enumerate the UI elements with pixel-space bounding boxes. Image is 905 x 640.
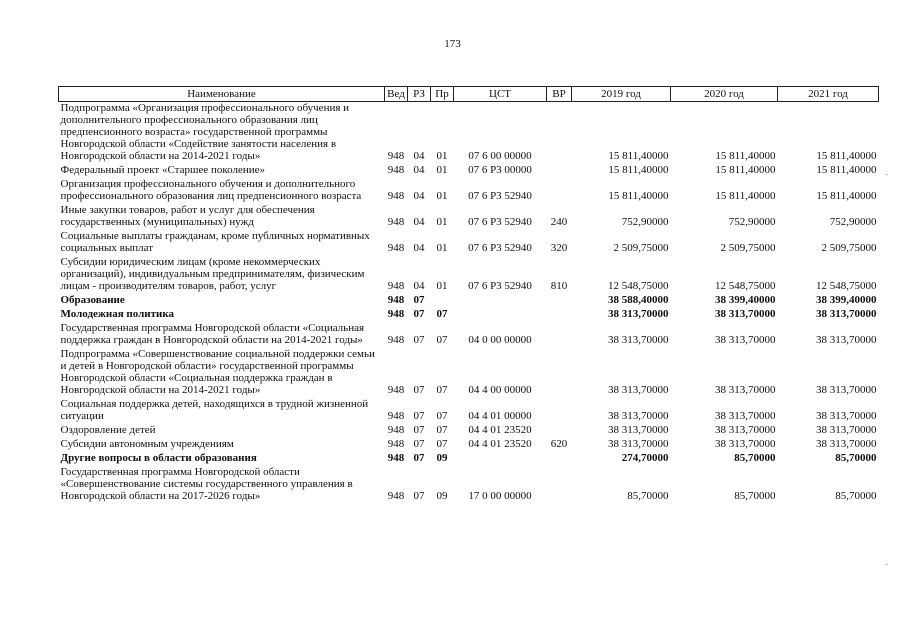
cell-cst: 07 6 00 00000 bbox=[468, 150, 532, 162]
header-rz: РЗ bbox=[408, 87, 431, 102]
cell-vr bbox=[547, 322, 572, 348]
cell-name: Подпрограмма «Организация профессионального обучения и дополнительного профессионального образования лиц предпенсионного возраста» государственной программы Новгородской области «Содействие занятости населения в Новгородской области на 2014-2021 годы» bbox=[60, 102, 350, 162]
cell-2021: 38 313,70000 bbox=[816, 334, 877, 346]
cell-2021: 38 399,40000 bbox=[816, 294, 877, 306]
header-pr: Пр bbox=[431, 87, 454, 102]
cell-cst: 07 6 P3 52940 bbox=[468, 190, 532, 202]
cell-pr: 01 bbox=[436, 164, 448, 176]
cell-pr: 07 bbox=[436, 384, 448, 396]
cell-pr: 01 bbox=[436, 190, 448, 202]
cell-cst: 04 4 00 00000 bbox=[468, 384, 532, 396]
header-ved: Вед bbox=[385, 87, 408, 102]
budget-table bbox=[58, 86, 879, 504]
cell-2021: 15 811,40000 bbox=[816, 190, 877, 202]
cell-2021: 15 811,40000 bbox=[816, 150, 877, 162]
cell-name: Социальные выплаты гражданам, кроме публичных нормативных социальных выплат bbox=[60, 230, 370, 254]
cell-name: Организация профессионального обучения и дополнительного профессионального образования лиц предпенсионного возраста bbox=[60, 178, 362, 202]
cell-ved: 948 bbox=[387, 410, 405, 422]
cell-rz: 04 bbox=[413, 216, 425, 228]
cell-name: Образование bbox=[60, 294, 125, 306]
cell-2020: 12 548,75000 bbox=[715, 280, 776, 292]
cell-vr bbox=[547, 348, 572, 398]
cell-rz: 04 bbox=[413, 280, 425, 292]
cell-ved: 948 bbox=[387, 452, 405, 464]
cell-2019: 38 588,40000 bbox=[608, 294, 669, 306]
cell-vr: 320 bbox=[550, 242, 568, 254]
cell-2020: 38 313,70000 bbox=[715, 410, 776, 422]
cell-vr: 810 bbox=[550, 280, 568, 292]
cell-2019: 2 509,75000 bbox=[613, 242, 669, 254]
cell-2021: 38 313,70000 bbox=[816, 424, 877, 436]
cell-2019: 15 811,40000 bbox=[608, 164, 669, 176]
cell-pr: 01 bbox=[436, 280, 448, 292]
cell-cst: 17 0 00 00000 bbox=[468, 490, 532, 502]
cell-cst: 07 6 P3 52940 bbox=[468, 280, 532, 292]
table-row bbox=[59, 164, 879, 178]
cell-cst: 04 0 00 00000 bbox=[468, 334, 532, 346]
cell-ved: 948 bbox=[387, 294, 405, 306]
cell-rz: 07 bbox=[413, 410, 425, 422]
cell-vr bbox=[547, 424, 572, 438]
cell-ved: 948 bbox=[387, 308, 405, 320]
cell-2019: 38 313,70000 bbox=[608, 384, 669, 396]
cell-ved: 948 bbox=[387, 150, 405, 162]
cell-name: Подпрограмма «Совершенствование социальной поддержки семьи и детей в Новгородской области» государственной программы Новгородской области «Социальная поддержка граждан в Новгородской области на 2014-2021 годы» bbox=[60, 348, 375, 396]
cell-2019: 85,70000 bbox=[627, 490, 669, 502]
cell-2020: 38 313,70000 bbox=[715, 384, 776, 396]
cell-ved: 948 bbox=[387, 216, 405, 228]
cell-2019: 752,90000 bbox=[621, 216, 669, 228]
table-row bbox=[59, 308, 879, 322]
header-name: Наименование bbox=[59, 87, 385, 102]
cell-2021: 38 313,70000 bbox=[816, 308, 877, 320]
cell-2019: 38 313,70000 bbox=[608, 334, 669, 346]
table-row bbox=[59, 398, 879, 424]
table-row bbox=[59, 230, 879, 256]
cell-pr: 07 bbox=[436, 438, 448, 450]
cell-2020: 38 313,70000 bbox=[715, 308, 776, 320]
cell-rz: 07 bbox=[413, 424, 425, 436]
cell-2020: 38 313,70000 bbox=[715, 334, 776, 346]
cell-pr: 07 bbox=[436, 308, 448, 320]
cell-cst: 04 4 01 23520 bbox=[468, 438, 532, 450]
cell-ved: 948 bbox=[387, 280, 405, 292]
cell-vr bbox=[547, 452, 572, 466]
cell-name: Субсидии юридическим лицам (кроме некоммерческих организаций), индивидуальным предпринимателям, физическим лицам - производителям товаров, работ, услуг bbox=[60, 256, 365, 292]
cell-2021: 38 313,70000 bbox=[816, 410, 877, 422]
cell-rz: 04 bbox=[413, 190, 425, 202]
cell-2021: 12 548,75000 bbox=[816, 280, 877, 292]
table-row bbox=[59, 256, 879, 294]
cell-2019: 38 313,70000 bbox=[608, 410, 669, 422]
cell-vr bbox=[547, 102, 572, 165]
cell-2021: 752,90000 bbox=[829, 216, 877, 228]
cell-rz: 07 bbox=[413, 438, 425, 450]
cell-rz: 07 bbox=[413, 384, 425, 396]
cell-rz: 04 bbox=[413, 242, 425, 254]
cell-ved: 948 bbox=[387, 334, 405, 346]
cell-2020: 38 313,70000 bbox=[715, 424, 776, 436]
table-row bbox=[59, 424, 879, 438]
cell-pr: 01 bbox=[436, 242, 448, 254]
cell-2021: 38 313,70000 bbox=[816, 438, 877, 450]
cell-pr: 09 bbox=[436, 490, 448, 502]
cell-vr: 620 bbox=[550, 438, 568, 450]
cell-name: Государственная программа Новгородской области «Совершенствование системы государственного управления в Новгородской области на 2017-2026 годы» bbox=[60, 466, 353, 502]
header-2019: 2019 год bbox=[572, 87, 671, 102]
cell-2019: 15 811,40000 bbox=[608, 190, 669, 202]
cell-cst: 04 4 01 23520 bbox=[468, 424, 532, 436]
cell-pr bbox=[431, 294, 454, 308]
cell-2020: 38 313,70000 bbox=[715, 438, 776, 450]
cell-2019: 38 313,70000 bbox=[608, 424, 669, 436]
cell-2019: 15 811,40000 bbox=[608, 150, 669, 162]
cell-ved: 948 bbox=[387, 424, 405, 436]
cell-vr bbox=[547, 294, 572, 308]
cell-pr: 09 bbox=[436, 452, 448, 464]
cell-2021: 38 313,70000 bbox=[816, 384, 877, 396]
cell-name: Другие вопросы в области образования bbox=[60, 452, 257, 464]
cell-vr bbox=[547, 466, 572, 504]
table-row bbox=[59, 322, 879, 348]
cell-rz: 04 bbox=[413, 164, 425, 176]
header-vr: ВР bbox=[547, 87, 572, 102]
cell-2020: 15 811,40000 bbox=[715, 164, 776, 176]
cell-pr: 01 bbox=[436, 150, 448, 162]
cell-2020: 15 811,40000 bbox=[715, 190, 776, 202]
scan-mark: · bbox=[885, 170, 889, 181]
cell-2021: 85,70000 bbox=[835, 490, 877, 502]
cell-2020: 85,70000 bbox=[734, 490, 776, 502]
table-row bbox=[59, 438, 879, 452]
cell-ved: 948 bbox=[387, 164, 405, 176]
cell-name: Иные закупки товаров, работ и услуг для обеспечения государственных (муниципальных) нужд bbox=[60, 204, 315, 228]
cell-cst bbox=[454, 294, 547, 308]
table-row bbox=[59, 204, 879, 230]
cell-rz: 04 bbox=[413, 150, 425, 162]
cell-name: Оздоровление детей bbox=[60, 424, 156, 436]
cell-name: Федеральный проект «Старшее поколение» bbox=[60, 164, 266, 176]
table-body bbox=[59, 102, 879, 505]
cell-name: Государственная программа Новгородской области «Социальная поддержка граждан в Новгородской области на 2014-2021 годы» bbox=[60, 322, 365, 346]
cell-ved: 948 bbox=[387, 242, 405, 254]
table-row bbox=[59, 466, 879, 504]
cell-2019: 38 313,70000 bbox=[608, 438, 669, 450]
scan-mark: · bbox=[885, 560, 889, 571]
cell-name: Социальная поддержка детей, находящихся в трудной жизненной ситуации bbox=[60, 398, 369, 422]
cell-cst bbox=[454, 308, 547, 322]
cell-pr: 07 bbox=[436, 334, 448, 346]
cell-ved: 948 bbox=[387, 438, 405, 450]
cell-2020: 752,90000 bbox=[728, 216, 776, 228]
cell-cst: 07 6 P3 52940 bbox=[468, 216, 532, 228]
header-cst: ЦСТ bbox=[454, 87, 547, 102]
cell-pr: 01 bbox=[436, 216, 448, 228]
cell-ved: 948 bbox=[387, 384, 405, 396]
cell-2020: 2 509,75000 bbox=[720, 242, 776, 254]
table-row bbox=[59, 348, 879, 398]
cell-2020: 15 811,40000 bbox=[715, 150, 776, 162]
table-row bbox=[59, 102, 879, 165]
header-2020: 2020 год bbox=[671, 87, 778, 102]
header-2021: 2021 год bbox=[778, 87, 879, 102]
cell-ved: 948 bbox=[387, 490, 405, 502]
cell-2020: 38 399,40000 bbox=[715, 294, 776, 306]
cell-cst: 07 6 P3 52940 bbox=[468, 242, 532, 254]
cell-cst: 04 4 01 00000 bbox=[468, 410, 532, 422]
cell-2019: 274,70000 bbox=[621, 452, 669, 464]
cell-vr bbox=[547, 164, 572, 178]
cell-2019: 38 313,70000 bbox=[608, 308, 669, 320]
page-number: 173 bbox=[444, 38, 461, 50]
table-header bbox=[59, 87, 879, 102]
cell-name: Субсидии автономным учреждениям bbox=[60, 438, 234, 450]
cell-2020: 85,70000 bbox=[734, 452, 776, 464]
cell-vr bbox=[547, 178, 572, 204]
table-row bbox=[59, 294, 879, 308]
cell-vr bbox=[547, 308, 572, 322]
cell-cst bbox=[454, 452, 547, 466]
cell-pr: 07 bbox=[436, 424, 448, 436]
cell-rz: 07 bbox=[413, 334, 425, 346]
cell-cst: 07 6 P3 00000 bbox=[468, 164, 532, 176]
cell-vr bbox=[547, 398, 572, 424]
cell-rz: 07 bbox=[413, 452, 425, 464]
cell-rz: 07 bbox=[413, 490, 425, 502]
cell-2021: 2 509,75000 bbox=[821, 242, 877, 254]
cell-vr: 240 bbox=[550, 216, 568, 228]
cell-name: Молодежная политика bbox=[60, 308, 175, 320]
cell-rz: 07 bbox=[413, 294, 425, 306]
cell-2021: 15 811,40000 bbox=[816, 164, 877, 176]
cell-2019: 12 548,75000 bbox=[608, 280, 669, 292]
cell-ved: 948 bbox=[387, 190, 405, 202]
table-row bbox=[59, 452, 879, 466]
cell-pr: 07 bbox=[436, 410, 448, 422]
table-row bbox=[59, 178, 879, 204]
cell-rz: 07 bbox=[413, 308, 425, 320]
cell-2021: 85,70000 bbox=[835, 452, 877, 464]
